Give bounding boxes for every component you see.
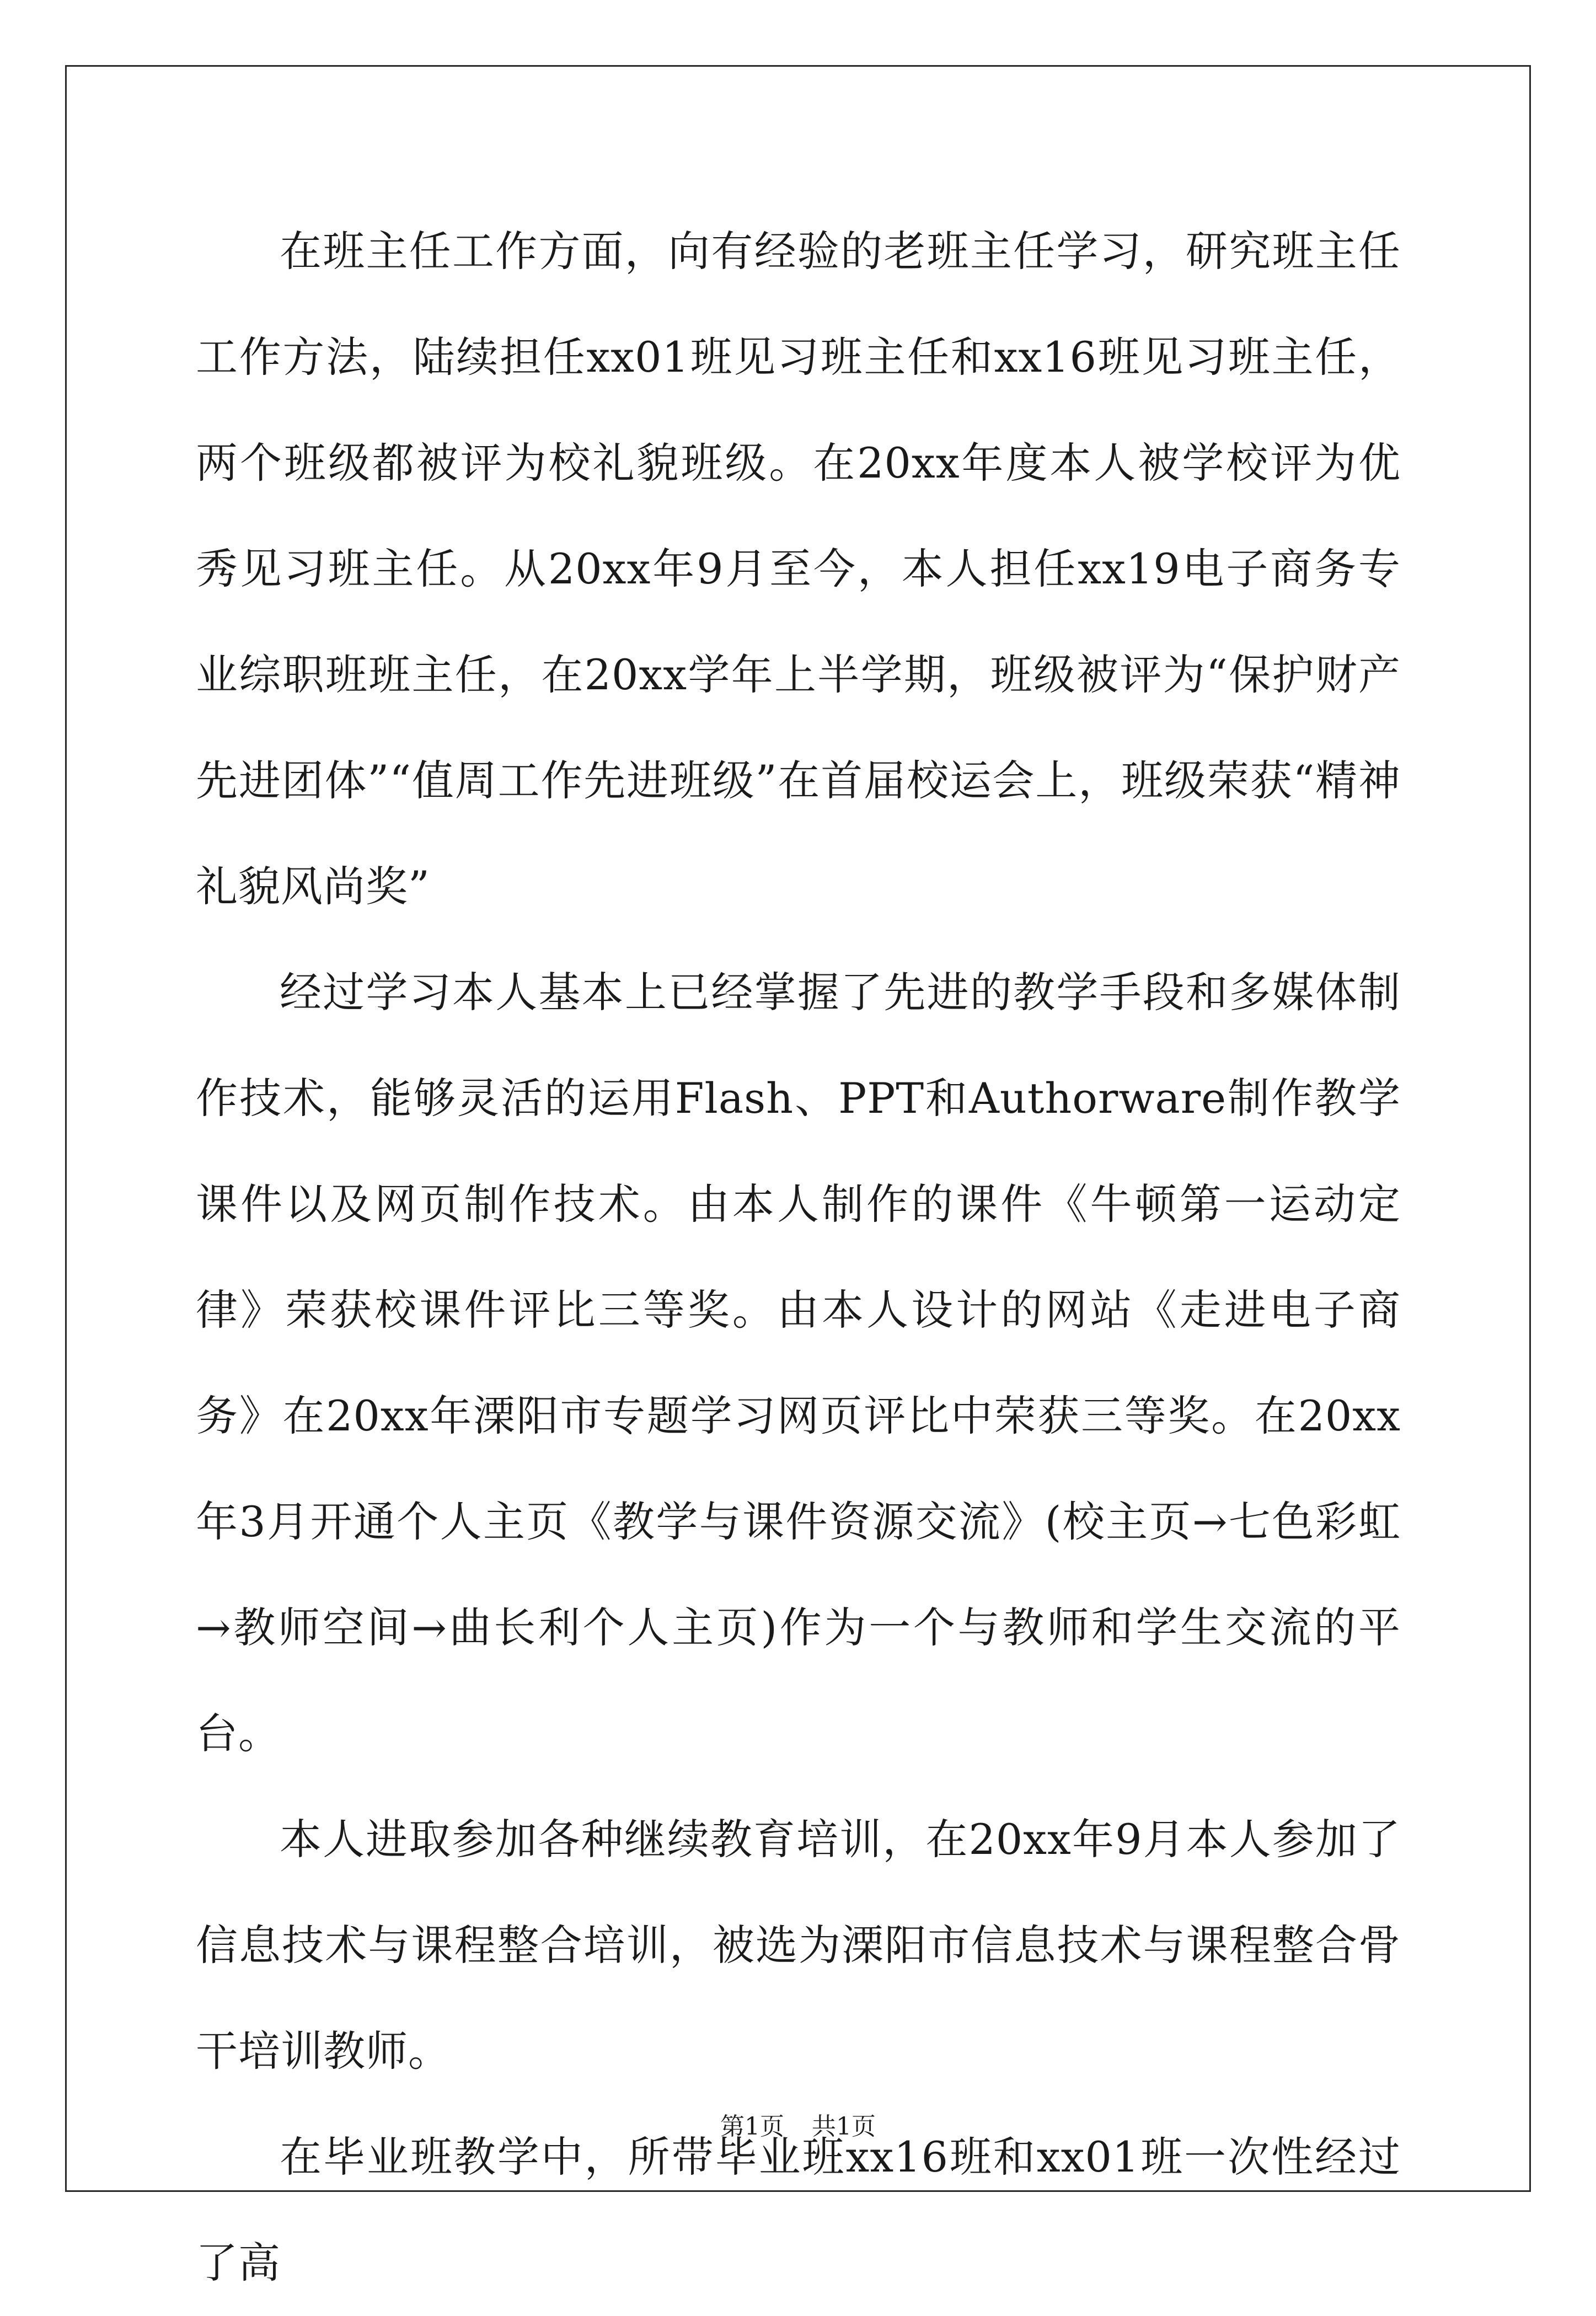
page-footer (0, 2106, 1596, 2142)
document-body (196, 199, 1401, 2316)
page-number-current: 第1页 (720, 2113, 784, 2141)
page-number-total: 共1页 (812, 2113, 876, 2141)
paragraph-class-teacher: 在班主任工作方面，向有经验的老班主任学习，研究班主任工作方法，陆续担任xx01班见习班主任和xx16班见习班主任，两个班级都被评为校礼貌班级。在20xx年度本人被学校评为优秀见习班主任。从20xx年9月至今，本人担任xx19电子商务专业综职班班主任，在20xx学年上半学期，班级被评为“保护财产先进团体”“值周工作先进班级”在首届校运会上，班级荣获“精神礼貌风尚奖” (196, 227, 1401, 911)
paragraph-training: 本人进取参加各种继续教育培训，在20xx年9月本人参加了信息技术与课程整合培训，被选为溧阳市信息技术与课程整合骨干培训教师。 (196, 1815, 1401, 2076)
paragraph-graduation: 在毕业班教学中，所带毕业班xx16班和xx01班一次性经过了高 (196, 2132, 1401, 2287)
paragraph-multimedia: 经过学习本人基本上已经掌握了先进的教学手段和多媒体制作技术，能够灵活的运用Flash、PPT和Authorware制作教学课件以及网页制作技术。由本人制作的课件《牛顿第一运动定律》荣获校课件评比三等奖。由本人设计的网站《走进电子商务》在20xx年溧阳市专题学习网页评比中荣获三等奖。在20xx年3月开通个人主页《教学与课件资源交流》(校主页→七色彩虹→教师空间→曲长利个人主页)作为一个与教师和学生交流的平台。 (196, 968, 1401, 1758)
